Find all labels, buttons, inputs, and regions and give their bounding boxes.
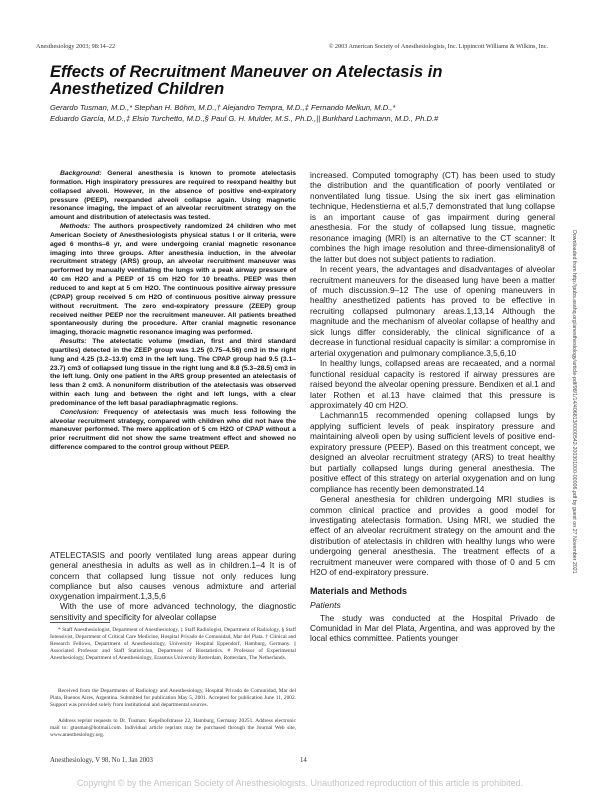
footnote-affiliations xyxy=(50,627,296,662)
results-text: The atelectatic volume (median, first and third standard quartiles) detected in the ZEEP group was 1.25 (0.75–4.56) cm3 in the right lung and 4.25 (3.2–13.9) cm3 in the left lung. The CPAP group had 9.5 (3.1–23.7) cm3 of collapsed lung tissue in the right lung and 8.8 (5.3–28.5) cm3 in the left lung. Only one patient in the ARS group presented an atelectasis of less than 2 cm3. A nonuniform distribution of the atelectasis was observed within each lung and between the right and left lungs, with a clear predominance of the left basal paradiaphragmatic regions. xyxy=(50,338,296,407)
running-header-left: Anesthesiology 2003; 98:14–22 xyxy=(36,43,116,50)
conclusions-text: Frequency of atelectasis was much less following the alveolar recruitment strategy, compared with children who did not have the maneuver performed. The mere application of 5 cm H2O of CPAP without a prior recruitment did not show the same treatment effect and showed no difference compared to the control group without PEEP. xyxy=(50,408,296,452)
conclusions-label: Conclusion: xyxy=(60,408,99,416)
intro-paragraph-1: ATELECTASIS and poorly ventilated lung areas appear during general anesthesia in adults as well as in children.1–4 It is of concern that collapsed lung tissue not only reduces lung compliance but also causes venous admixture and arterial oxygenation impairment.1,3,5,6 xyxy=(50,550,296,602)
right-paragraph-3: In healthy lungs, collapsed areas are recaeated, and a normal functional residual capacity is restored if airway pressures are raised beyond the alveolar opening pressure. Bendixen et al.1 and later Rothen et al.13 have claimed that this pressure is approximately 40 cm H2O. xyxy=(310,358,555,410)
right-paragraph-6: The study was conducted at the Hospital Privado de Comunidad in Mar del Plata, Argentina, and was approved by the local ethics committee. Patients younger xyxy=(310,612,555,644)
article-title: Effects of Recruitment Maneuver on Atelectasis in Anesthetized Children xyxy=(50,63,443,98)
right-paragraph-5: General anesthesia for children undergoing MRI studies is common clinical practice and provides a good model for investigating atelectasis formation. Using MRI, we studied the effect of an alveolar recruitment strategy on the amount and the distribution of atelectasis in children with healthy lungs who were undergoing general anesthesia. The treatment effects of a recruitment maneuver were compared with those of 0 and 5 cm H2O of end-expiratory pressure. xyxy=(310,494,555,578)
running-header-right: © 2003 American Society of Anesthesiologists, Inc. Lippincott Williams & Wilkins, Inc. xyxy=(328,43,548,50)
background-text: General anesthesia is known to promote atelectasis formation. High inspiratory pressures are required to reexpand healthy but collapsed alveoli. However, in the absence of positive end-expiratory pressure (PEEP), reexpanded alveoli collapse again. Using magnetic resonance imaging, the impact of an alveolar recruitment strategy on the amount and distribution of atelectasis was tested. xyxy=(50,170,296,222)
download-notice: Downloaded from http://pubs.asahq.org/anesthesiology/article-pdf/98/1/14/406813/0000542-200301000-00006.pdf by guest on 27 November 2021 xyxy=(571,230,577,574)
abstract-methods xyxy=(50,223,296,338)
abstract-background xyxy=(50,170,296,223)
affiliations-text: * Staff Anesthesiologist, Department of Anesthesiology, ‡ Staff Radiologist, Department of Radiology, § Staff Intensivist, Department of Critical Care Medicine, Hospital Privado de Comunidad, Mar del Plata. † Clinical and Research Fellows, Department of Anesthesiology, University Hospital Eppendorf, Hamburg, Germany. || Associated Professor and Staff Statistician, Department of Biostatistics. # Professor of Experimental Anesthesiology, Department of Anesthesiology, Erasmus University Rotterdam, Rotterdam, The Netherlands. xyxy=(50,627,296,662)
footer-journal: Anesthesiology, V 98, No 1, Jan 2003 xyxy=(50,757,153,764)
abstract xyxy=(50,170,296,453)
intro-paragraph-2: With the use of more advanced technology, the diagnostic sensitivity and specificity for alveolar collapse xyxy=(50,601,296,622)
address-text: Address reprint requests to Dr. Tusman: Kegelhofstrasse 22, Hamburg, Germany 20251. Address electronic mail to: gtusman@hotmail.com. Individual article reprints may be purchased through the Journal Web site, www.anesthesiology.org. xyxy=(50,718,296,739)
right-paragraph-4: Lachmann15 recommended opening collapsed lungs by applying sufficient levels of peak inspiratory pressure and maintaining alveoli open by using sufficient levels of positive end-expiratory pressure (PEEP). Based on this treatment concept, we designed an alveolar recruitment strategy (ARS) to treat healthy but partially collapsed lungs during general anesthesia. The positive effect of this strategy on arterial oxygenation and on lung compliance has recently been demonstrated.14 xyxy=(310,410,555,494)
page-footer xyxy=(50,757,555,764)
intro-left-column xyxy=(50,550,296,622)
author-list xyxy=(50,103,550,124)
abstract-results xyxy=(50,338,296,409)
footnote-rule xyxy=(50,622,110,623)
footnote-received xyxy=(50,688,296,709)
background-label: Background: xyxy=(60,170,102,177)
authors-line-2: Eduardo García, M.D.,‡ Elsio Turchetto, M.D.,§ Paul G. H. Mulder, M.S., Ph.D.,|| Burkhard Lachmann, M.D., Ph.D.# xyxy=(50,113,439,123)
page-number: 14 xyxy=(300,757,307,764)
results-label: Results: xyxy=(60,338,87,346)
abstract-conclusions xyxy=(50,409,296,453)
authors-line-1: Gerardo Tusman, M.D.,* Stephan H. Böhm, M.D.,† Alejandro Tempra, M.D.,‡ Fernando Melkun, M.D.,* xyxy=(50,103,396,112)
right-paragraph-1: increased. Computed tomography (CT) has been used to study the distribution and the quantification of poorly ventilated or nonventilated lung tissue. Using the six inert gas elimination technique, Hedenstierna et al.5,7 demonstrated that lung collapse is an important cause of gas impairment during general anesthesia. For the study of collapsed lung tissue, magnetic resonance imaging (MRI) is an alternative to the CT scanner: It combines the high image resolution and three-dimensionality8 of the latter but does not subject patients to radiation. xyxy=(310,170,555,264)
footnote-address xyxy=(50,718,296,739)
methods-text: The authors prospectively randomized 24 children who met American Society of Anesthesiologists physical status I or II criteria, were aged 6 months–6 yr, and were undergoing cranial magnetic resonance imaging into three groups. After anesthesia induction, in the alveolar recruitment strategy (ARS) group, an alveolar recruitment maneuver was performed by manually ventilating the lungs with a peak airway pressure of 40 cm H2O and a PEEP of 15 cm H2O for 10 breaths. PEEP was then reduced to and kept at 5 cm H2O. The continuous positive airway pressure (CPAP) group received 5 cm H2O of continuous positive airway pressure without recruitment. The zero end-expiratory pressure (ZEEP) group received neither PEEP nor the recruitment maneuver. All patients breathed spontaneously during the procedure. After cranial magnetic resonance imaging, thoracic magnetic resonance imaging was performed. xyxy=(50,223,296,337)
download-sidebar xyxy=(569,230,579,630)
copyright-watermark: Copyright © by the American Society of Anesthesiologists. Unauthorized reproduction of this article is prohibited. xyxy=(76,778,524,788)
section-heading: Materials and Methods xyxy=(310,585,408,596)
right-paragraph-2: In recent years, the advantages and disadvantages of alveolar recruitment maneuvers for the diseased lung have been a matter of much discussion.9–12 The use of opening maneuvers in healthy anesthetized patients has proved to be effective in recruiting collapsed pulmonary areas.1,13,14 Although the magnitude and the mechanism of alveolar collapse of healthy and sick lungs differ considerably, the clinical significance of a decrease in functional residual capacity is similar: a compromise in arterial oxygenation and pulmonary compliance.3,5,6,10 xyxy=(310,264,555,358)
received-text: Received from the Departments of Radiology and Anesthesiology, Hospital Privado de Comunidad, Mar del Plata, Buenos Aires, Argentina. Submitted for publication May 5, 2001. Accepted for publication June 11, 2002. Support was provided solely from institutional and departmental sources. xyxy=(50,688,296,709)
right-column xyxy=(310,170,555,644)
subsection-heading: Patients xyxy=(310,600,341,611)
methods-label: Methods: xyxy=(60,223,90,231)
